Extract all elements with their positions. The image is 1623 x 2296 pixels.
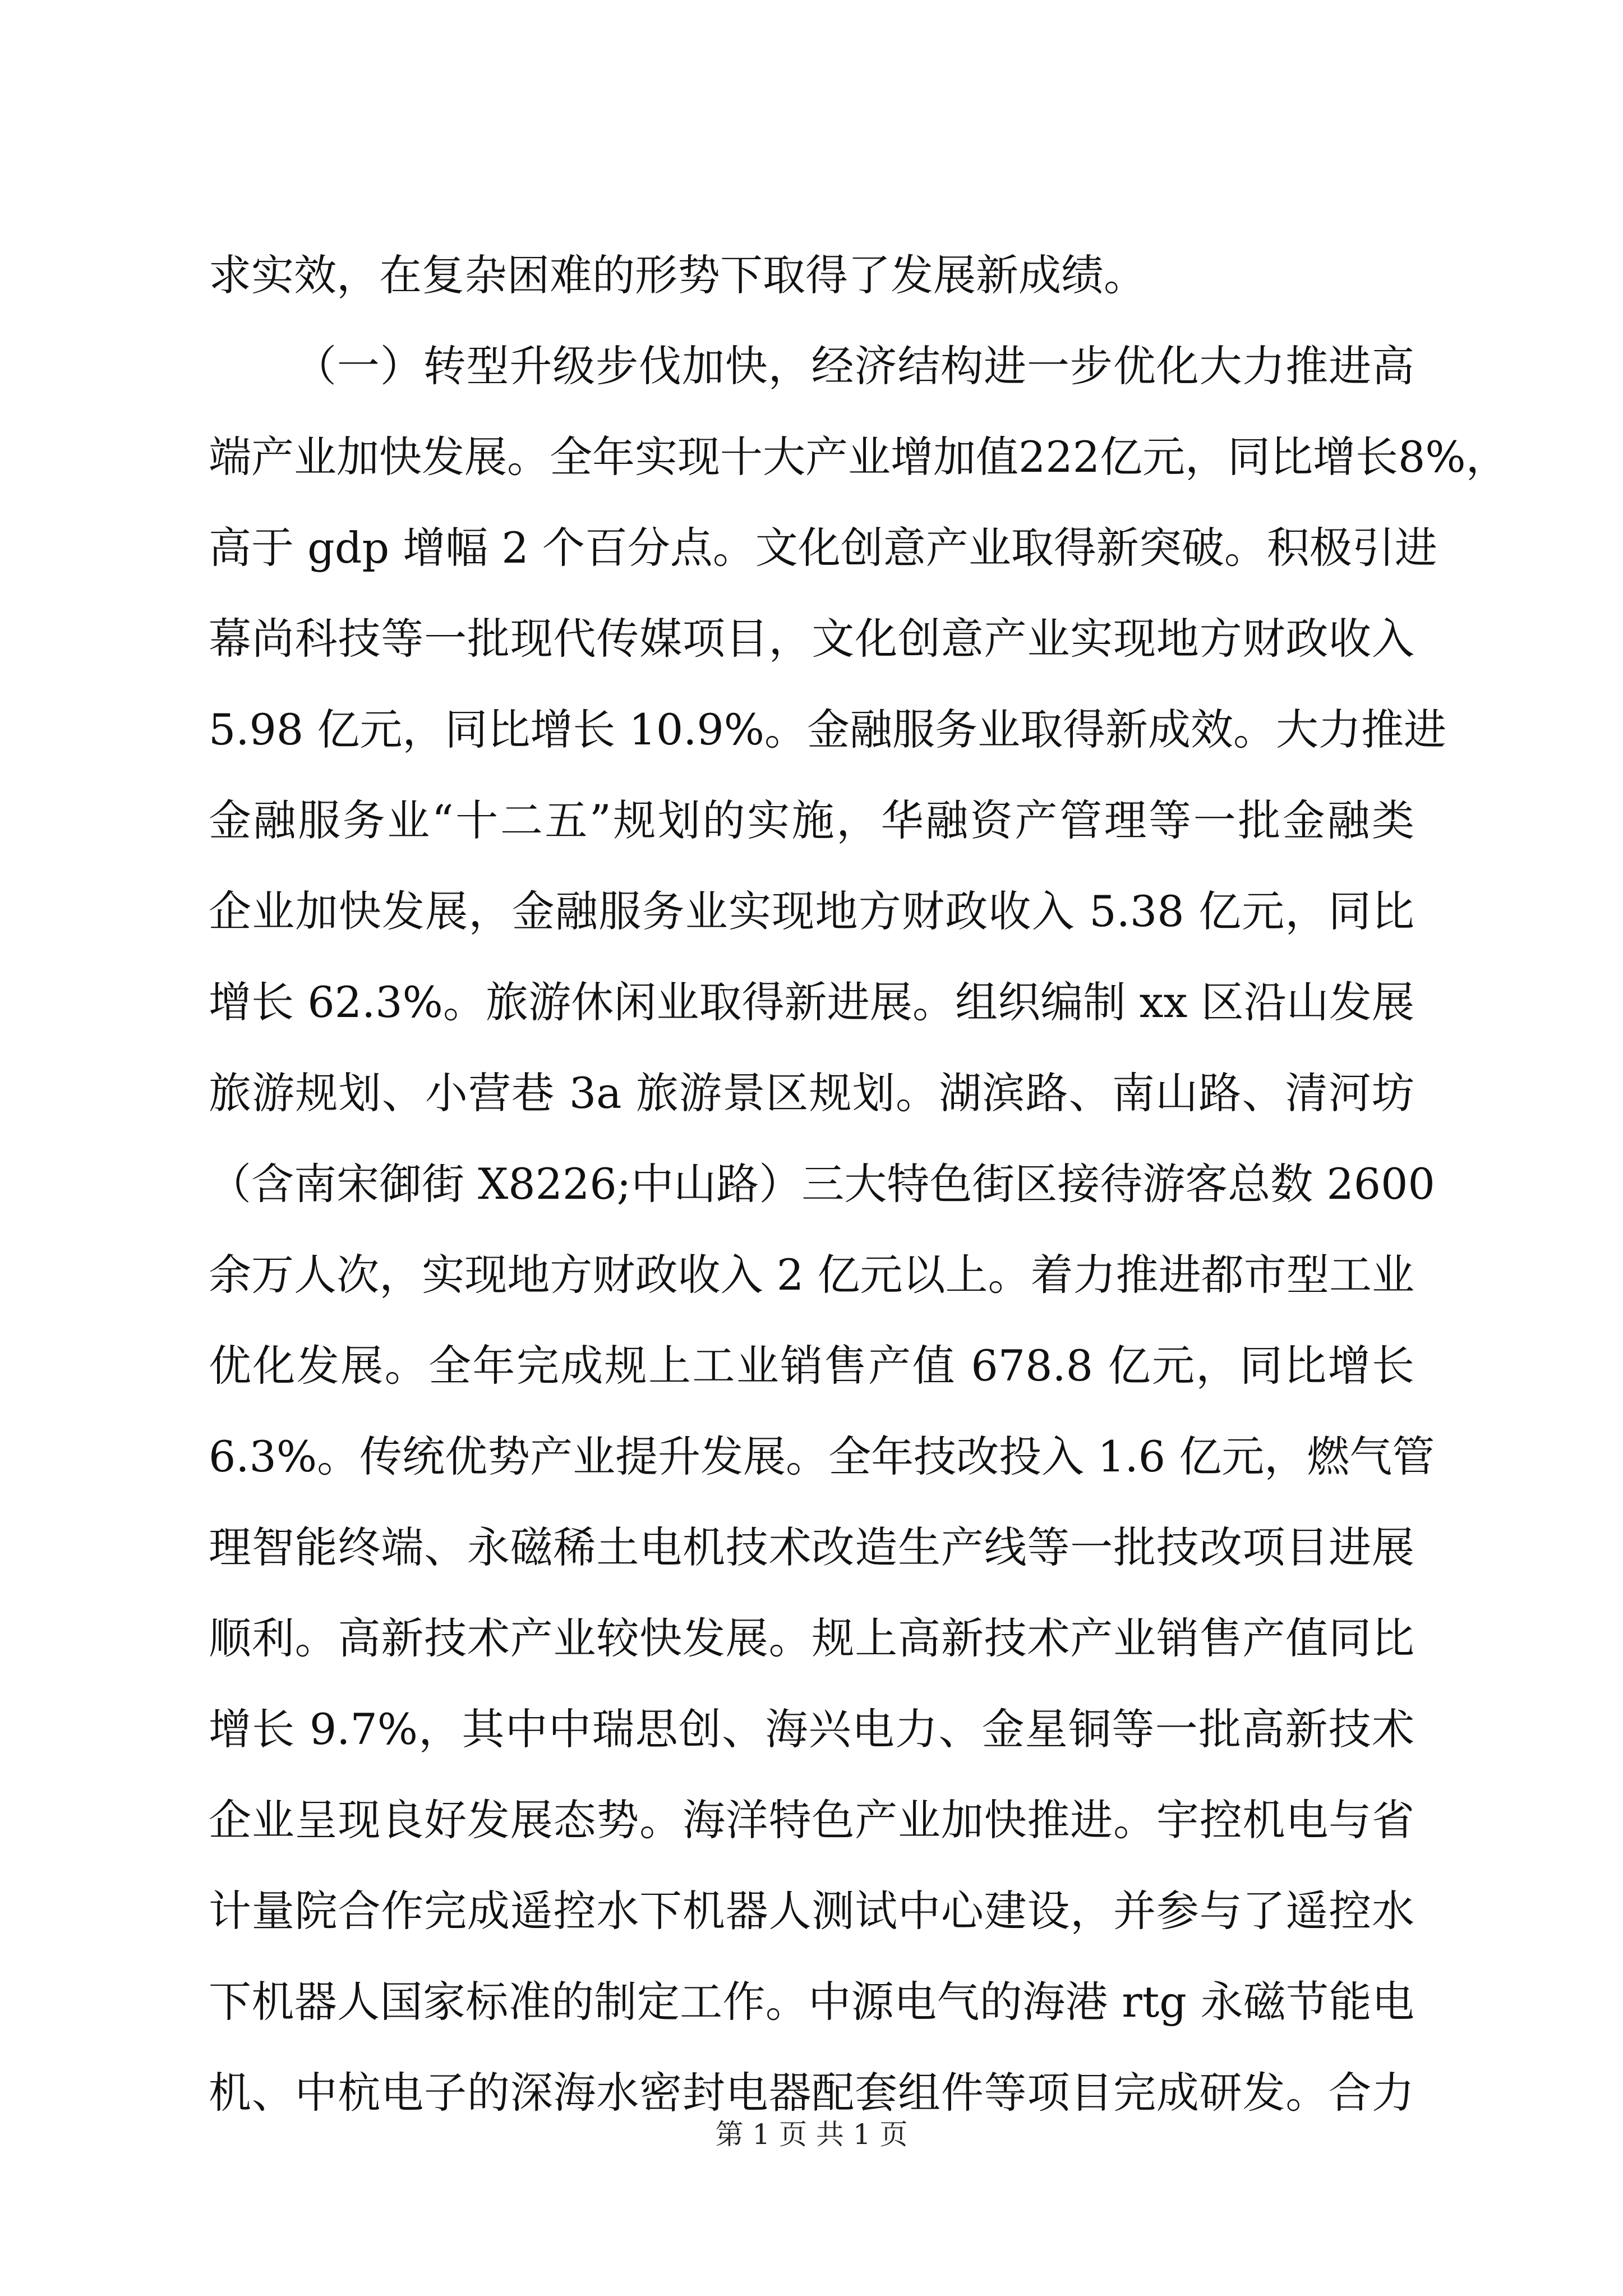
text-line: （一）转型升级步伐加快，经济结构进一步优化大力推进高 [294,341,1414,391]
text-line: 增长 9.7%，其中中瑞思创、海兴电力、金星铜等一批高新技术 [209,1704,1414,1754]
text-line: 5.98 亿元，同比增长 10.9%。金融服务业取得新成效。大力推进 [209,705,1446,754]
text-line: 幕尚科技等一批现代传媒项目，文化创意产业实现地方财政收入 [209,614,1414,664]
text-line: 旅游规划、小营巷 3a 旅游景区规划。湖滨路、南山路、清河坊 [209,1068,1414,1118]
text-line: 余万人次，实现地方财政收入 2 亿元以上。着力推进都市型工业 [209,1250,1414,1300]
document-body [209,230,1509,2138]
text-line: 计量院合作完成遥控水下机器人测试中心建设，并参与了遥控水 [209,1886,1414,1936]
text-line: 理智能终端、永磁稀土电机技术改造生产线等一批技改项目进展 [209,1522,1414,1572]
text-line: 6.3%。传统优势产业提升发展。全年技改投入 1.6 亿元，燃气管 [209,1432,1435,1481]
text-line: 增长 62.3%。旅游休闲业取得新进展。组织编制 xx 区沿山发展 [209,977,1414,1027]
text-line: 企业呈现良好发展态势。海洋特色产业加快推进。宇控机电与省 [209,1795,1414,1845]
text-line: 端产业加快发展。全年实现十大产业增加值222亿元，同比增长8%， [209,432,1509,482]
text-line: 顺利。高新技术产业较快发展。规上高新技术产业销售产值同比 [209,1613,1414,1663]
text-line: 求实效，在复杂困难的形势下取得了发展新成绩。 [209,250,1146,300]
text-line: 下机器人国家标准的制定工作。中源电气的海港 rtg 永磁节能电 [209,1977,1414,2027]
text-line: 机、中杭电子的深海水密封电器配套组件等项目完成研发。合力 [209,2068,1414,2118]
text-line: 优化发展。全年完成规上工业销售产值 678.8 亿元，同比增长 [209,1341,1414,1391]
text-line: （含南宋御街 X8226;中山路）三大特色街区接待游客总数 2600 [209,1159,1435,1209]
text-line: 高于 gdp 增幅 2 个百分点。文化创意产业取得新突破。积极引进 [209,523,1437,573]
text-line: 企业加快发展，金融服务业实现地方财政收入 5.38 亿元，同比 [209,886,1414,936]
page-footer: 第 1 页 共 1 页 [715,2118,908,2151]
text-line: 金融服务业“十二五”规划的实施，华融资产管理等一批金融类 [209,795,1414,845]
